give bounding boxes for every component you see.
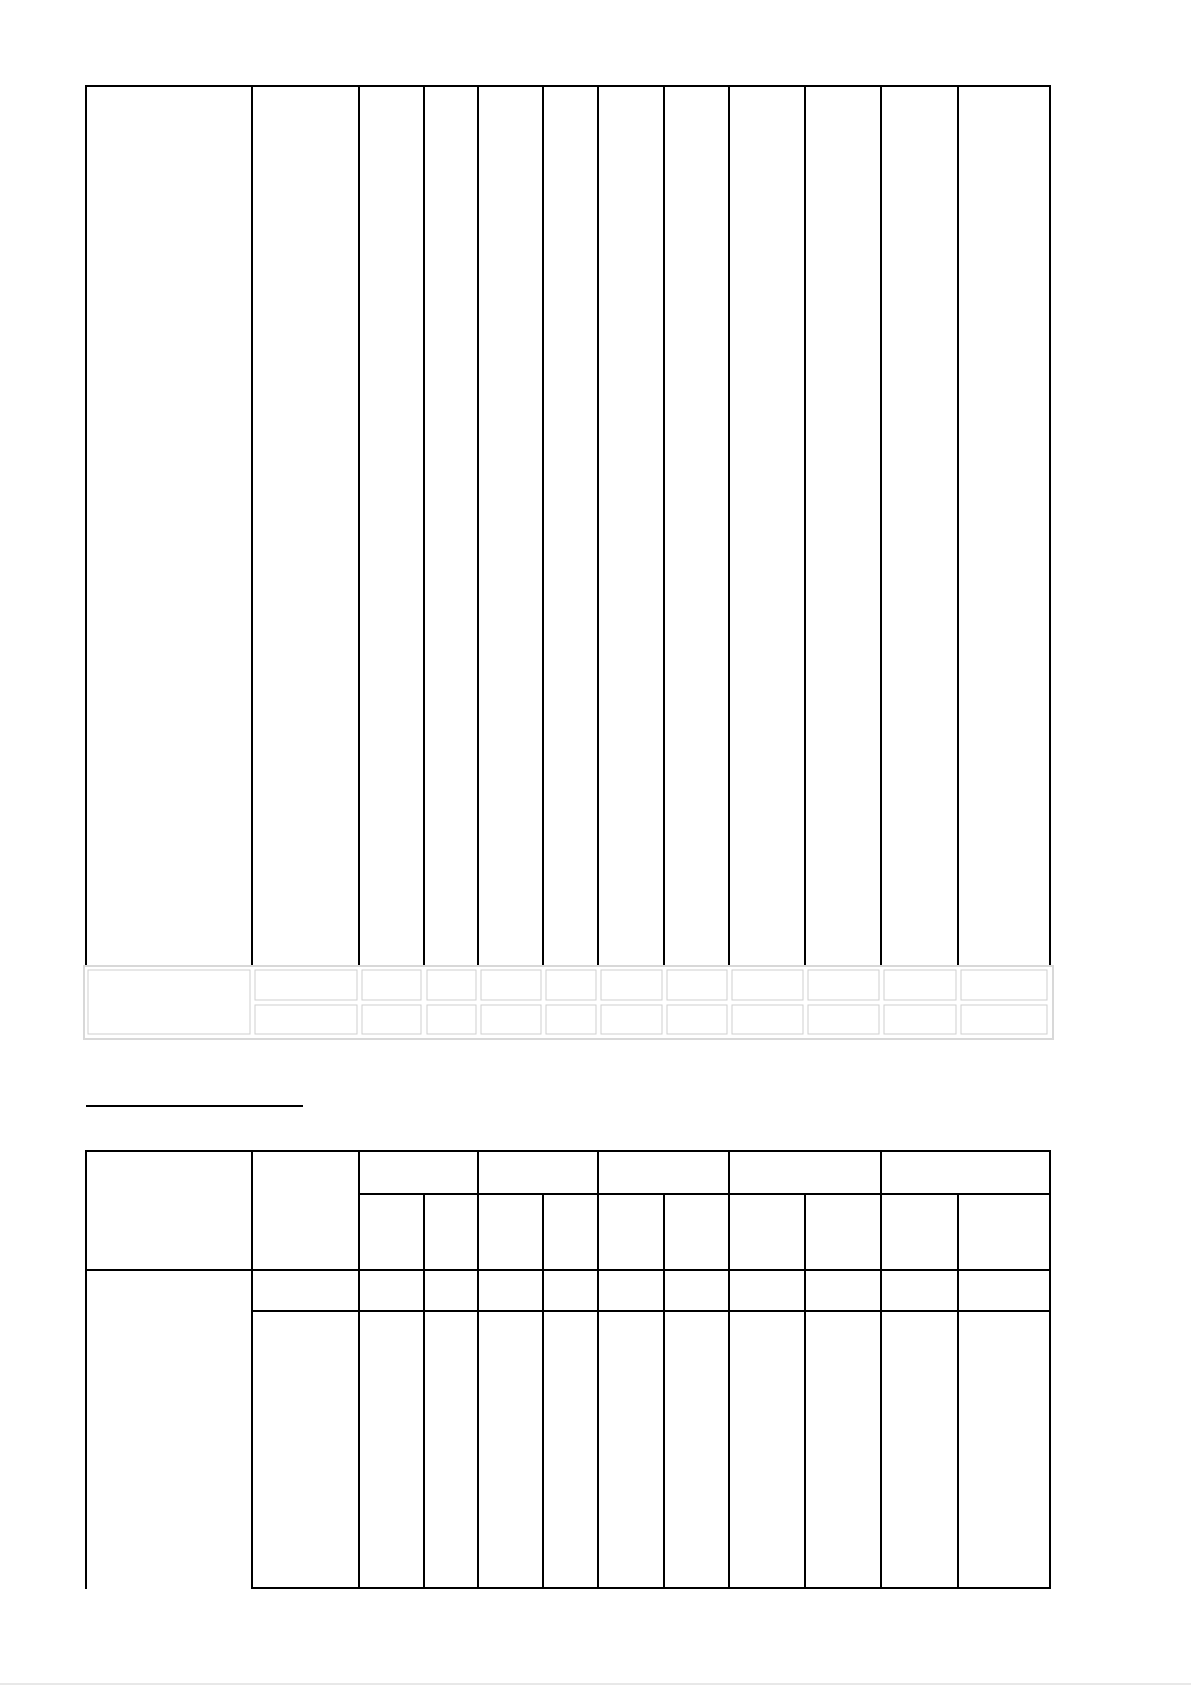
grey-cell bbox=[427, 970, 476, 1000]
grey-cell bbox=[601, 1005, 662, 1034]
grey-cell bbox=[601, 970, 662, 1000]
grey-cell bbox=[427, 1005, 476, 1034]
grey-cell bbox=[732, 970, 803, 1000]
grey-cell bbox=[808, 1005, 879, 1034]
grey-cell bbox=[481, 1005, 541, 1034]
grey-cell bbox=[732, 1005, 803, 1034]
grey-cell bbox=[961, 970, 1047, 1000]
grey-cell bbox=[884, 1005, 956, 1034]
grey-cell bbox=[884, 970, 956, 1000]
grey-cell bbox=[481, 970, 541, 1000]
grey-cell bbox=[961, 1005, 1047, 1034]
grey-cell-first bbox=[88, 970, 250, 1034]
grey-cell bbox=[808, 970, 879, 1000]
grey-cell bbox=[255, 1005, 357, 1034]
grey-cell bbox=[362, 970, 421, 1000]
grey-cell bbox=[362, 1005, 421, 1034]
grey-row bbox=[84, 966, 1053, 1039]
grey-cell bbox=[255, 970, 357, 1000]
grey-cell bbox=[546, 1005, 596, 1034]
grey-cell bbox=[667, 1005, 727, 1034]
top-table bbox=[85, 86, 1051, 967]
grey-cell bbox=[667, 970, 727, 1000]
grey-cell bbox=[546, 970, 596, 1000]
bottom-table bbox=[85, 1151, 1051, 1589]
